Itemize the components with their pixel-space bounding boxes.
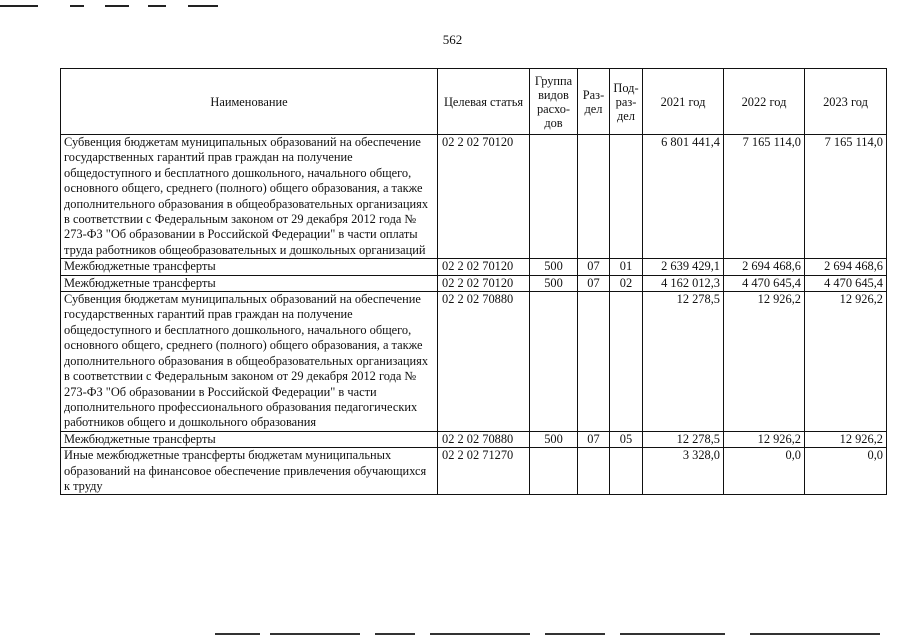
row-subsection: 05 [610,431,643,447]
row-target: 02 2 02 70880 [438,431,530,447]
row-subsection [610,292,643,432]
row-name: Межбюджетные трансферты [61,275,438,291]
row-2021: 6 801 441,4 [643,135,724,259]
scan-artifact-bottom [0,626,905,640]
scan-artifact-top [0,0,905,10]
row-section: 07 [578,431,610,447]
row-group: 500 [530,431,578,447]
row-2022: 12 926,2 [724,292,805,432]
row-2022: 0,0 [724,448,805,495]
row-2023: 12 926,2 [805,292,887,432]
row-target: 02 2 02 71270 [438,448,530,495]
header-section: Раз-дел [578,69,610,135]
table-row [61,259,887,275]
row-name: Межбюджетные трансферты [61,431,438,447]
row-subsection [610,135,643,259]
row-section [578,448,610,495]
row-subsection: 02 [610,275,643,291]
header-2021: 2021 год [643,69,724,135]
row-name: Субвенция бюджетам муниципальных образований на обеспечение государственных гарантий прав граждан на получение общедоступного и бесплатного дошкольного, начального общего, основного общего, среднего (полного) общего образования, а также дополнительного образования в общеобразовательных организациях в соответствии с Федеральным законом от 29 декабря 2012 года № 273-ФЗ "Об образовании в Российской Федерации" в части оплаты труда работников общеобразовательных и дошкольных организаций [61,135,438,259]
row-section [578,292,610,432]
header-row [61,69,887,135]
table-row [61,431,887,447]
row-2023: 7 165 114,0 [805,135,887,259]
row-group [530,448,578,495]
table-row [61,135,887,259]
row-2021: 2 639 429,1 [643,259,724,275]
row-2021: 3 328,0 [643,448,724,495]
row-target: 02 2 02 70120 [438,135,530,259]
row-subsection: 01 [610,259,643,275]
row-group: 500 [530,275,578,291]
row-name: Межбюджетные трансферты [61,259,438,275]
row-section [578,135,610,259]
row-name: Иные межбюджетные трансферты бюджетам муниципальных образований на финансовое обеспечение привлечения обучающихся к труду [61,448,438,495]
row-2023: 12 926,2 [805,431,887,447]
table-row [61,448,887,495]
row-section: 07 [578,275,610,291]
row-2021: 4 162 012,3 [643,275,724,291]
table-row [61,275,887,291]
row-2022: 2 694 468,6 [724,259,805,275]
row-2022: 4 470 645,4 [724,275,805,291]
table-row [61,292,887,432]
row-group [530,135,578,259]
header-2022: 2022 год [724,69,805,135]
row-name: Субвенция бюджетам муниципальных образований на обеспечение государственных гарантий прав граждан на получение общедоступного и бесплатного дошкольного, начального общего, основного общего, среднего (полного) общего образования, а также дополнительного образования в общеобразовательных организациях в соответствии с Федеральным законом от 29 декабря 2012 года № 273-ФЗ "Об образовании в Российской Федерации" в части дополнительного профессионального образования педагогических работников общего и дошкольного образования [61,292,438,432]
row-2021: 12 278,5 [643,292,724,432]
row-subsection [610,448,643,495]
header-2023: 2023 год [805,69,887,135]
page-number: 562 [442,32,463,47]
row-group: 500 [530,259,578,275]
header-subsection: Под-раз-дел [610,69,643,135]
row-group [530,292,578,432]
header-target: Целевая статья [438,69,530,135]
header-name: Наименование [61,69,438,135]
row-target: 02 2 02 70880 [438,292,530,432]
row-target: 02 2 02 70120 [438,259,530,275]
row-2023: 2 694 468,6 [805,259,887,275]
row-2023: 4 470 645,4 [805,275,887,291]
budget-table [60,68,887,495]
header-group: Группа видов расхо-дов [530,69,578,135]
row-2022: 12 926,2 [724,431,805,447]
row-2023: 0,0 [805,448,887,495]
row-target: 02 2 02 70120 [438,275,530,291]
row-section: 07 [578,259,610,275]
row-2022: 7 165 114,0 [724,135,805,259]
row-2021: 12 278,5 [643,431,724,447]
